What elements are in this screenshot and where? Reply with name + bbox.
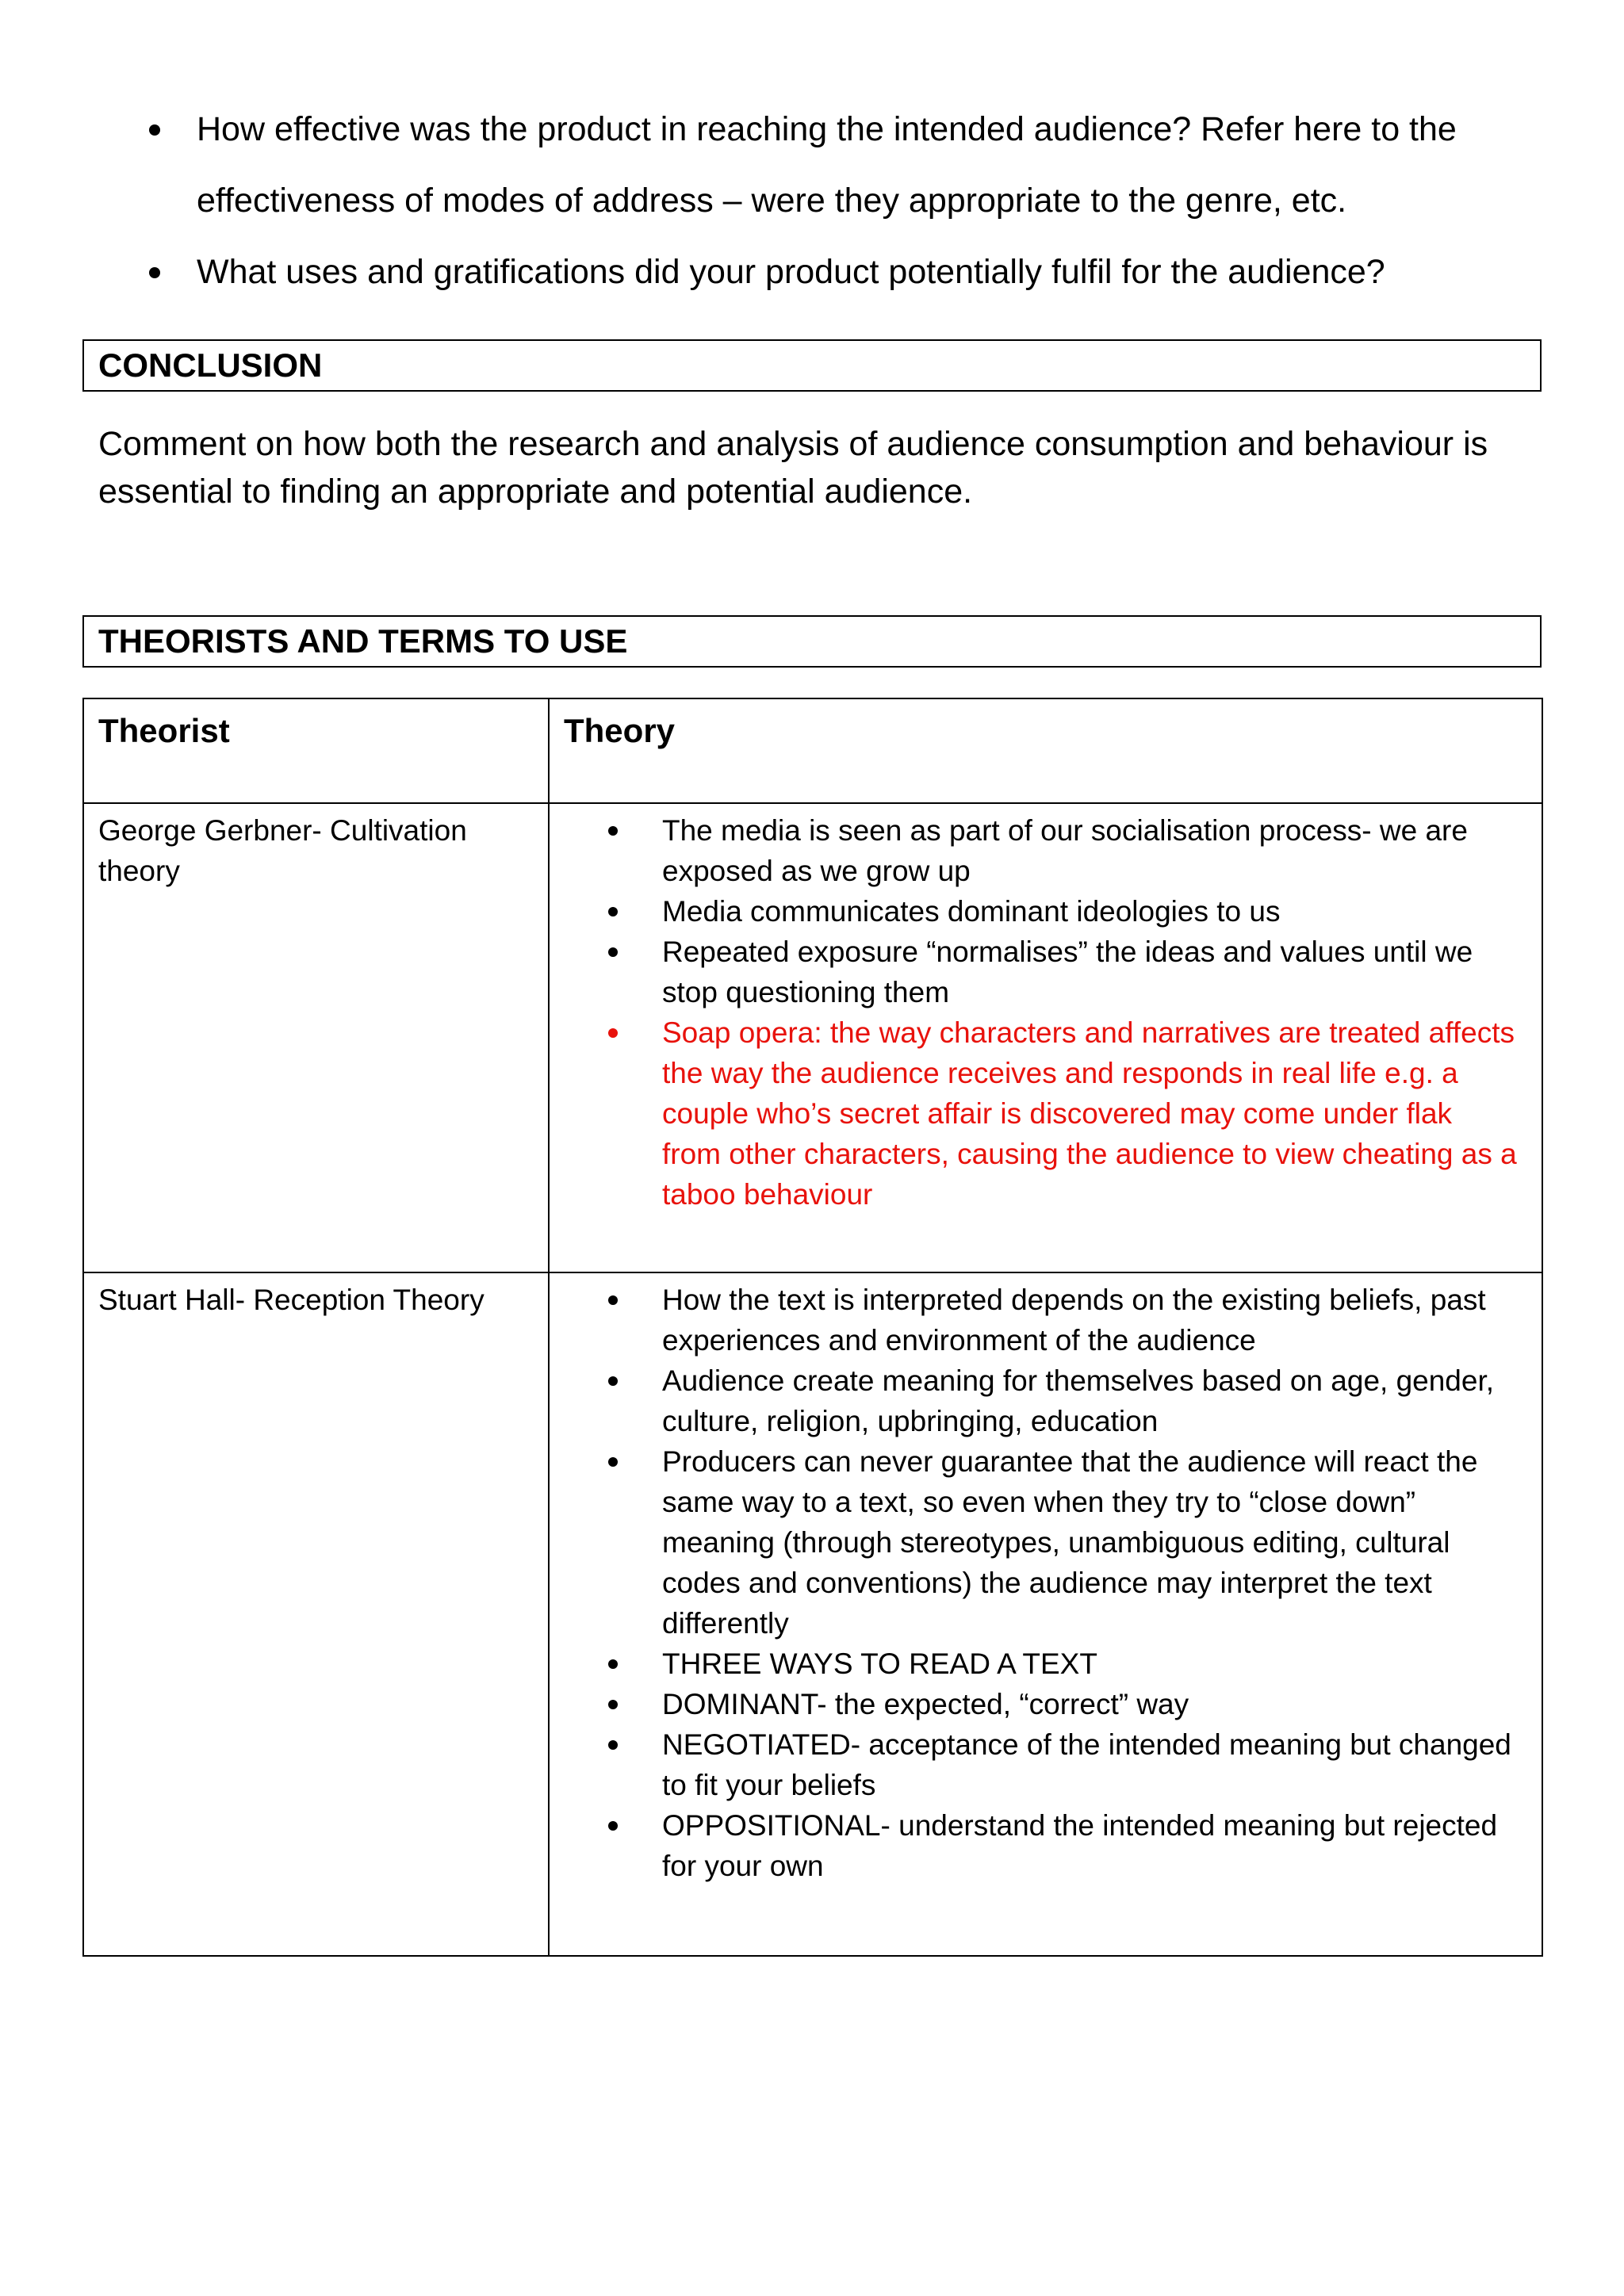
bullet-icon [608, 1457, 618, 1467]
theory-point [550, 891, 1518, 932]
question-text: What uses and gratifications did your product potentially fulfil for the audience? [197, 253, 1385, 291]
table-row [83, 803, 1542, 1272]
theory-point-text: Repeated exposure “normalises” the ideas and values until we stop questioning them [662, 936, 1473, 1008]
theory-cell [549, 1272, 1542, 1956]
conclusion-text: Comment on how both the research and analysis of audience consumption and behaviour is essential to finding an appropriate and potential audience. [98, 425, 1488, 511]
theory-point-text: DOMINANT- the expected, “correct” way [662, 1688, 1189, 1720]
theory-point-text: OPPOSITIONAL- understand the intended meaning but rejected for your own [662, 1809, 1498, 1882]
bullet-icon [608, 1821, 618, 1831]
theory-point [550, 1724, 1518, 1805]
theory-point-text: Producers can never guarantee that the audience will react the same way to a text, so even when they try to “close down” meaning (through stereotypes, unambiguous editing, cultural codes and conventions) the audience may interpret the text differently [662, 1445, 1478, 1640]
theory-point-text: NEGOTIATED- acceptance of the intended meaning but changed to fit your beliefs [662, 1728, 1511, 1801]
bullet-icon [608, 907, 618, 916]
theory-point-text: The media is seen as part of our socialisation process- we are exposed as we grow up [662, 814, 1468, 887]
table-header-row [83, 698, 1542, 803]
theory-point-text: Media communicates dominant ideologies to us [662, 895, 1281, 928]
question-list [143, 94, 1554, 308]
bullet-icon [608, 1376, 618, 1386]
theory-point [550, 1805, 1518, 1886]
theory-point [550, 1280, 1518, 1360]
bullet-icon [608, 947, 618, 957]
theory-point [550, 1644, 1518, 1684]
theorist-table [82, 698, 1543, 1957]
bullet-icon [149, 267, 160, 278]
question-item [143, 94, 1554, 236]
theorist-name: George Gerbner- Cultivation theory [83, 803, 549, 1272]
theory-point-text: How the text is interpreted depends on the existing beliefs, past experiences and environment of the audience [662, 1284, 1486, 1357]
theory-point [550, 1441, 1518, 1644]
bullet-icon [149, 124, 160, 136]
theory-point-highlighted [550, 1012, 1518, 1215]
bullet-icon [608, 826, 618, 836]
bullet-icon [608, 1700, 618, 1709]
theorists-heading: THEORISTS AND TERMS TO USE [82, 615, 1542, 668]
theory-point-text: Soap opera: the way characters and narratives are treated affects the way the audience receives and responds in real life e.g. a couple who’s secret affair is discovered may come under flak from other characters, causing the audience to view cheating as a taboo behaviour [662, 1016, 1517, 1211]
table-row [83, 1272, 1542, 1956]
theory-point [550, 1360, 1518, 1441]
bullet-icon [608, 1028, 618, 1038]
theory-point [550, 810, 1518, 891]
bullet-icon [608, 1740, 618, 1750]
column-header-theory: Theory [549, 698, 1542, 803]
theorist-name: Stuart Hall- Reception Theory [83, 1272, 549, 1956]
theory-point-list [550, 1280, 1518, 1886]
theory-point-text: THREE WAYS TO READ A TEXT [662, 1647, 1097, 1680]
column-header-theorist: Theorist [83, 698, 549, 803]
theory-point-list [550, 810, 1518, 1215]
theory-point [550, 1684, 1518, 1724]
bullet-icon [608, 1295, 618, 1305]
theory-cell [549, 803, 1542, 1272]
conclusion-heading: CONCLUSION [82, 339, 1542, 392]
question-text: How effective was the product in reaching the intended audience? Refer here to the effectiveness of modes of address – were they appropriate to the genre, etc. [197, 110, 1457, 220]
theory-point [550, 932, 1518, 1012]
theory-point-text: Audience create meaning for themselves based on age, gender, culture, religion, upbringing, education [662, 1364, 1495, 1437]
question-item [143, 236, 1554, 308]
bullet-icon [608, 1659, 618, 1669]
